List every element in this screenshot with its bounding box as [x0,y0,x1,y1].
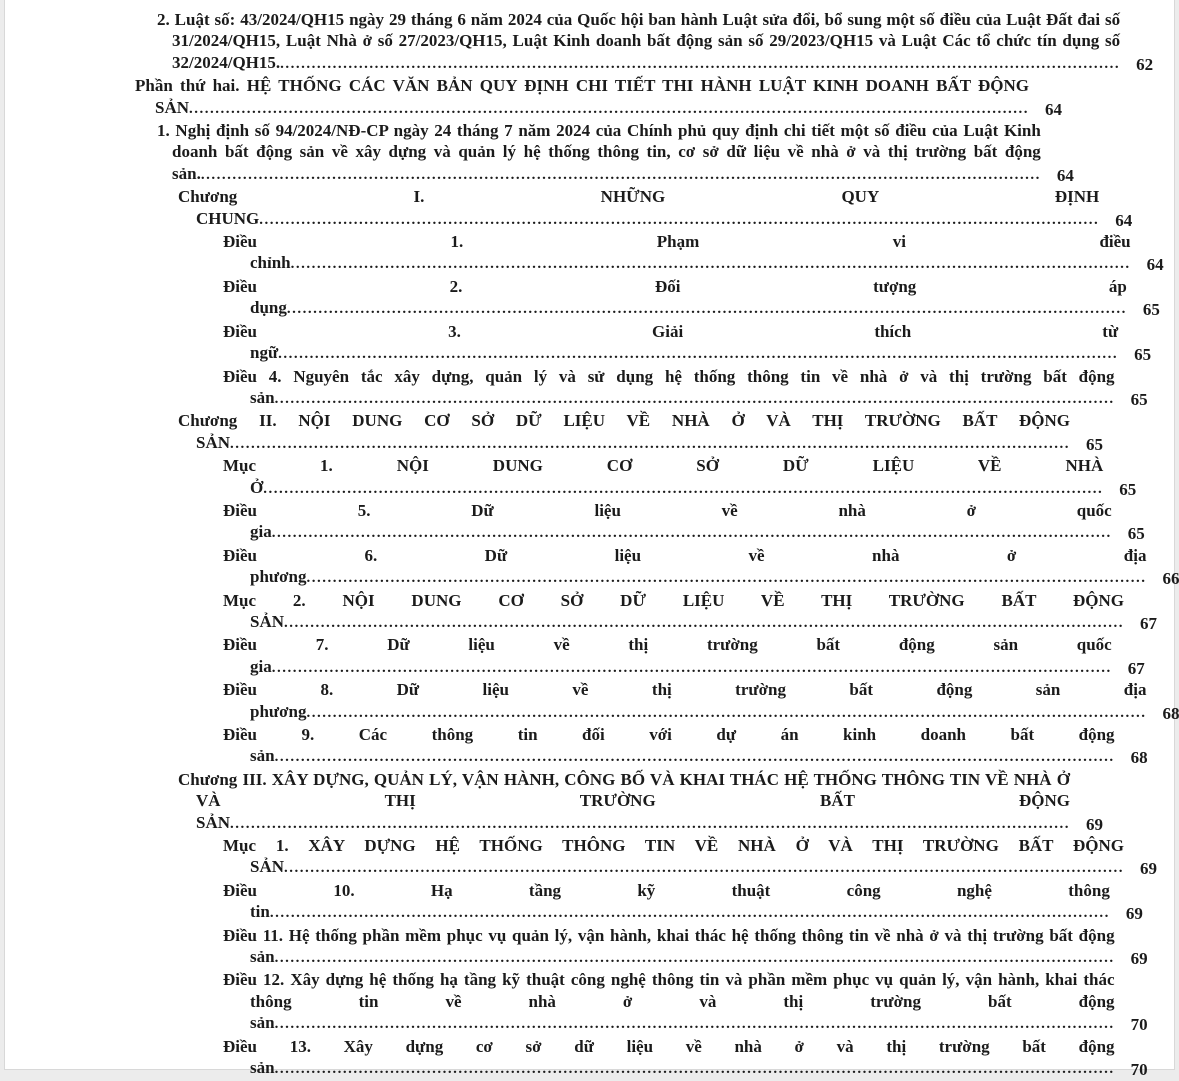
toc-entry-title [5,835,1124,880]
toc-entry-text: Điều 6. Dữ liệu về nhà ở địa phương [223,545,1147,587]
toc-entry-page: 70 [1130,1060,1148,1080]
toc-entry-text: Chương III. XÂY DỰNG, QUẢN LÝ, VẬN HÀNH, CÔNG BỐ VÀ KHAI THÁC HỆ THỐNG THÔNG TIN VỀ NHÀ Ở VÀ THỊ TRƯỜNG BẤT ĐỘNG SẢN [178,769,1070,832]
toc-entry-title [5,9,1120,75]
toc-entry-page: 65 [1127,524,1145,544]
toc-entry [5,321,1152,366]
toc-entry [5,925,1148,970]
toc-entry-title [5,366,1115,411]
toc-entry-text: Điều 12. Xây dựng hệ thống hạ tầng kỹ thuật công nghệ thông tin và phần mềm phục vụ quản lý, vận hành, khai thác thông tin về nhà ở và thị trường bất động sản [223,970,1115,1033]
toc-entry [5,545,1179,590]
toc-entry [5,186,1133,231]
toc-entry [5,455,1137,500]
toc-entry-text: Điều 5. Dữ liệu về nhà ở quốc gia [223,500,1112,542]
toc-entry-page: 70 [1130,1015,1148,1035]
toc-entry-page: 65 [1119,479,1137,499]
toc-entry-text: Điều 2. Đối tượng áp dụng [223,276,1127,318]
toc-entry-page: 69 [1125,904,1143,924]
toc-entry [5,679,1179,724]
toc-entry-text: Phần thứ hai. HỆ THỐNG CÁC VĂN BẢN QUY ĐỊNH CHI TIẾT THI HÀNH LUẬT KINH DOANH BẤT ĐỘNG SẢN [135,76,1030,117]
toc-entry-text: Chương II. NỘI DUNG CƠ SỞ DỮ LIỆU VỀ NHÀ Ở VÀ THỊ TRƯỜNG BẤT ĐỘNG SẢN [178,411,1070,452]
toc-entry [5,410,1103,455]
toc-entry [5,835,1157,880]
toc-entry-page: 67 [1127,658,1145,678]
toc-entry-title [5,880,1110,925]
toc-entry-page: 62 [1136,54,1154,74]
toc-entry-page: 65 [1142,300,1160,320]
toc-entry-text: Mục 1. NỘI DUNG CƠ SỞ DỮ LIỆU VỀ NHÀ Ở [223,456,1104,497]
toc-entry [5,880,1143,925]
toc-entry [5,634,1145,679]
toc-entry-page: 68 [1130,748,1148,768]
toc-entry [5,500,1145,545]
toc-entry-page: 64 [1056,165,1074,185]
toc-entry-text: Điều 13. Xây dựng cơ sở dữ liệu về nhà ở và thị trường bất động sản [223,1036,1115,1078]
toc-entry-text: Chương I. NHỮNG QUY ĐỊNH CHUNG [178,187,1100,228]
toc-entry-title [5,724,1115,769]
toc-entry-title [5,455,1103,500]
toc-entry-page: 69 [1140,859,1157,879]
toc-entry [5,1036,1148,1081]
toc-entry-page: 66 [1162,569,1179,589]
toc-entry-title [5,590,1124,635]
toc-entry-title [5,231,1131,276]
toc-entry-page: 68 [1162,703,1179,723]
toc-entry-page: 65 [1086,434,1103,454]
toc-entry-title [5,679,1146,724]
toc-entry-page: 65 [1134,345,1152,365]
toc-entry-page: 69 [1130,949,1148,969]
toc-entry-text: Điều 3. Giải thích từ ngữ [223,321,1119,363]
toc-entry-title [5,925,1115,970]
toc-entry-title [5,75,1029,120]
toc-entry-page: 64 [1045,99,1063,119]
toc-entry-title [5,545,1146,590]
toc-entry-title [5,769,1070,835]
toc-entry-title [5,500,1112,545]
toc-entry-text: Điều 4. Nguyên tắc xây dựng, quản lý và sử dụng hệ thống thông tin về nhà ở và thị trường bất động sản [223,366,1115,407]
toc-entry-text: Điều 7. Dữ liệu về thị trường bất động sản quốc gia [223,635,1112,676]
toc-entry [5,231,1164,276]
table-of-contents [5,0,1179,1081]
toc-entry [5,276,1160,321]
toc-entry-text: Điều 1. Phạm vi điều chỉnh [223,232,1131,273]
toc-entry-page: 65 [1130,389,1148,409]
toc-entry-page: 64 [1115,210,1133,230]
toc-entry-title [5,120,1041,186]
toc-entry-title [5,276,1127,321]
toc-entry-title [5,969,1115,1035]
toc-entry-page: 67 [1140,613,1157,633]
toc-entry-text: Điều 10. Hạ tầng kỹ thuật công nghệ thông tin [223,880,1110,922]
toc-entry-text: Điều 9. Các thông tin đối với dự án kinh doanh bất động sản [223,725,1115,766]
toc-entry [5,9,1154,75]
toc-entry-title [5,634,1112,679]
toc-entry-page: 64 [1146,255,1164,275]
toc-entry-title [5,321,1118,366]
toc-entry [5,366,1148,411]
toc-entry-text: 2. Luật số: 43/2024/QH15 ngày 29 tháng 6 năm 2024 của Quốc hội ban hành Luật sửa đổi, bổ sung một số điều của Luật Đất đai số 31/2024/QH15, Luật Nhà ở số 27/2023/QH15, Luật Kinh doanh bất động sản số 29/2023/QH15 và Luật Các tổ chức tín dụng số 32/2024/QH15. [157,10,1121,72]
toc-entry-text: Mục 1. XÂY DỰNG HỆ THỐNG THÔNG TIN VỀ NHÀ Ở VÀ THỊ TRƯỜNG BẤT ĐỘNG SẢN [223,836,1124,877]
toc-entry [5,590,1157,635]
toc-entry [5,724,1148,769]
toc-entry-text: Điều 8. Dữ liệu về thị trường bất động sản địa phương [223,680,1147,721]
document-page [4,0,1179,1080]
toc-entry-text: Điều 11. Hệ thống phần mềm phục vụ quản lý, vận hành, khai thác hệ thống thông tin về nhà ở và thị trường bất động sản [223,925,1115,967]
toc-entry-text: 1. Nghị định số 94/2024/NĐ-CP ngày 24 tháng 7 năm 2024 của Chính phủ quy định chi tiết một số điều của Luật Kinh doanh bất động sản về xây dựng và quản lý hệ thống thông tin, cơ sở dữ liệu về nhà ở và thị trường bất động sản. [157,121,1041,183]
toc-entry-text: Mục 2. NỘI DUNG CƠ SỞ DỮ LIỆU VỀ THỊ TRƯỜNG BẤT ĐỘNG SẢN [223,590,1124,631]
toc-entry-title [5,1036,1115,1081]
toc-entry-title [5,186,1099,231]
toc-entry-title [5,410,1070,455]
toc-entry-page: 69 [1086,814,1103,834]
toc-entry [5,769,1103,835]
toc-entry [5,969,1148,1035]
toc-entry [5,120,1074,186]
toc-entry [5,75,1063,120]
